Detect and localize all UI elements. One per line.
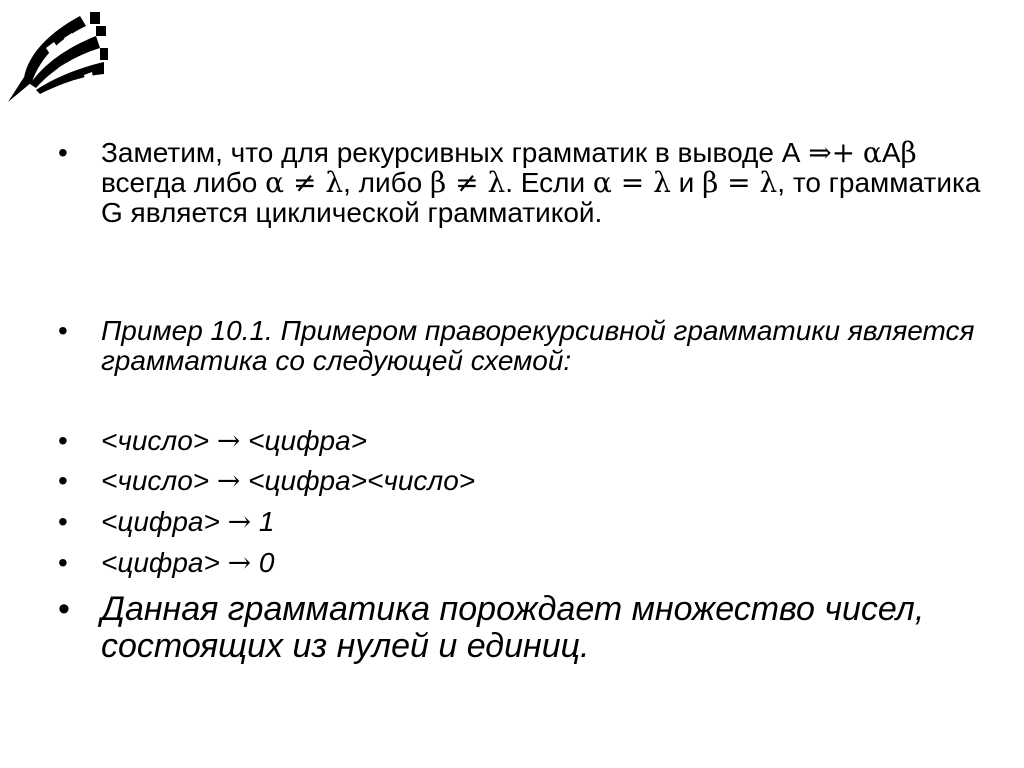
bullet-dot: • [58,425,68,456]
lambda-symbol: λ [759,166,778,199]
grammar-rule: <цифра> → 0 [101,546,275,579]
production-arrow-icon: → [227,505,252,538]
bullet-example [58,316,988,416]
production-arrow-icon: → [227,546,252,579]
bullet-rule-2 [58,466,988,498]
production-arrow-icon: → [216,424,241,457]
bullet-dot: • [58,506,68,537]
not-equal-symbol: ≠ [284,166,326,199]
grammar-rule: <число> → <цифра> [101,424,367,457]
bullet-dot: • [58,465,68,496]
beta-symbol: β [430,166,447,199]
derivation-arrow-plus: ⇒+ [808,136,856,169]
bullet-dot: • [58,590,70,628]
bullet-cyclic-note [58,138,988,268]
beta-symbol: β [702,166,719,199]
lambda-symbol: λ [653,166,671,199]
equals-symbol: = [611,166,654,199]
grammar-rule: <цифра> → 1 [101,505,275,538]
alpha-symbol: α [862,136,882,169]
bullet-rule-1 [58,426,988,458]
lambda-symbol: λ [325,166,344,199]
equals-symbol: = [718,166,760,199]
bullet-dot: • [58,315,68,346]
feather-logo-icon [6,8,110,104]
not-equal-symbol: ≠ [446,166,488,199]
conclusion-paragraph: Данная грамматика порождает множество чисел, состоящих из нулей и единиц. [101,590,925,665]
alpha-symbol: α [592,166,612,199]
bullet-rule-3 [58,507,988,539]
alpha-symbol: α [265,166,285,199]
grammar-rule: <число> → <цифра><число> [101,464,476,497]
bullet-dot: • [58,547,68,578]
beta-symbol: β [900,136,917,169]
example-paragraph: Пример 10.1. Примером праворекурсивной грамматики является грамматика со следующей схемой: [101,315,975,376]
production-arrow-icon: → [216,464,241,497]
bullet-rule-4 [58,548,988,580]
bullet-dot: • [58,137,68,168]
bullet-conclusion [58,591,988,671]
lambda-symbol: λ [487,166,506,199]
cyclic-grammar-paragraph: Заметим, что для рекурсивных грамматик в выводе А ⇒+ αАβ всегда либо α ≠ λ, либо β ≠ λ. Если α = λ и β = λ, то грамматика G является циклической грамматикой. [101,136,981,228]
